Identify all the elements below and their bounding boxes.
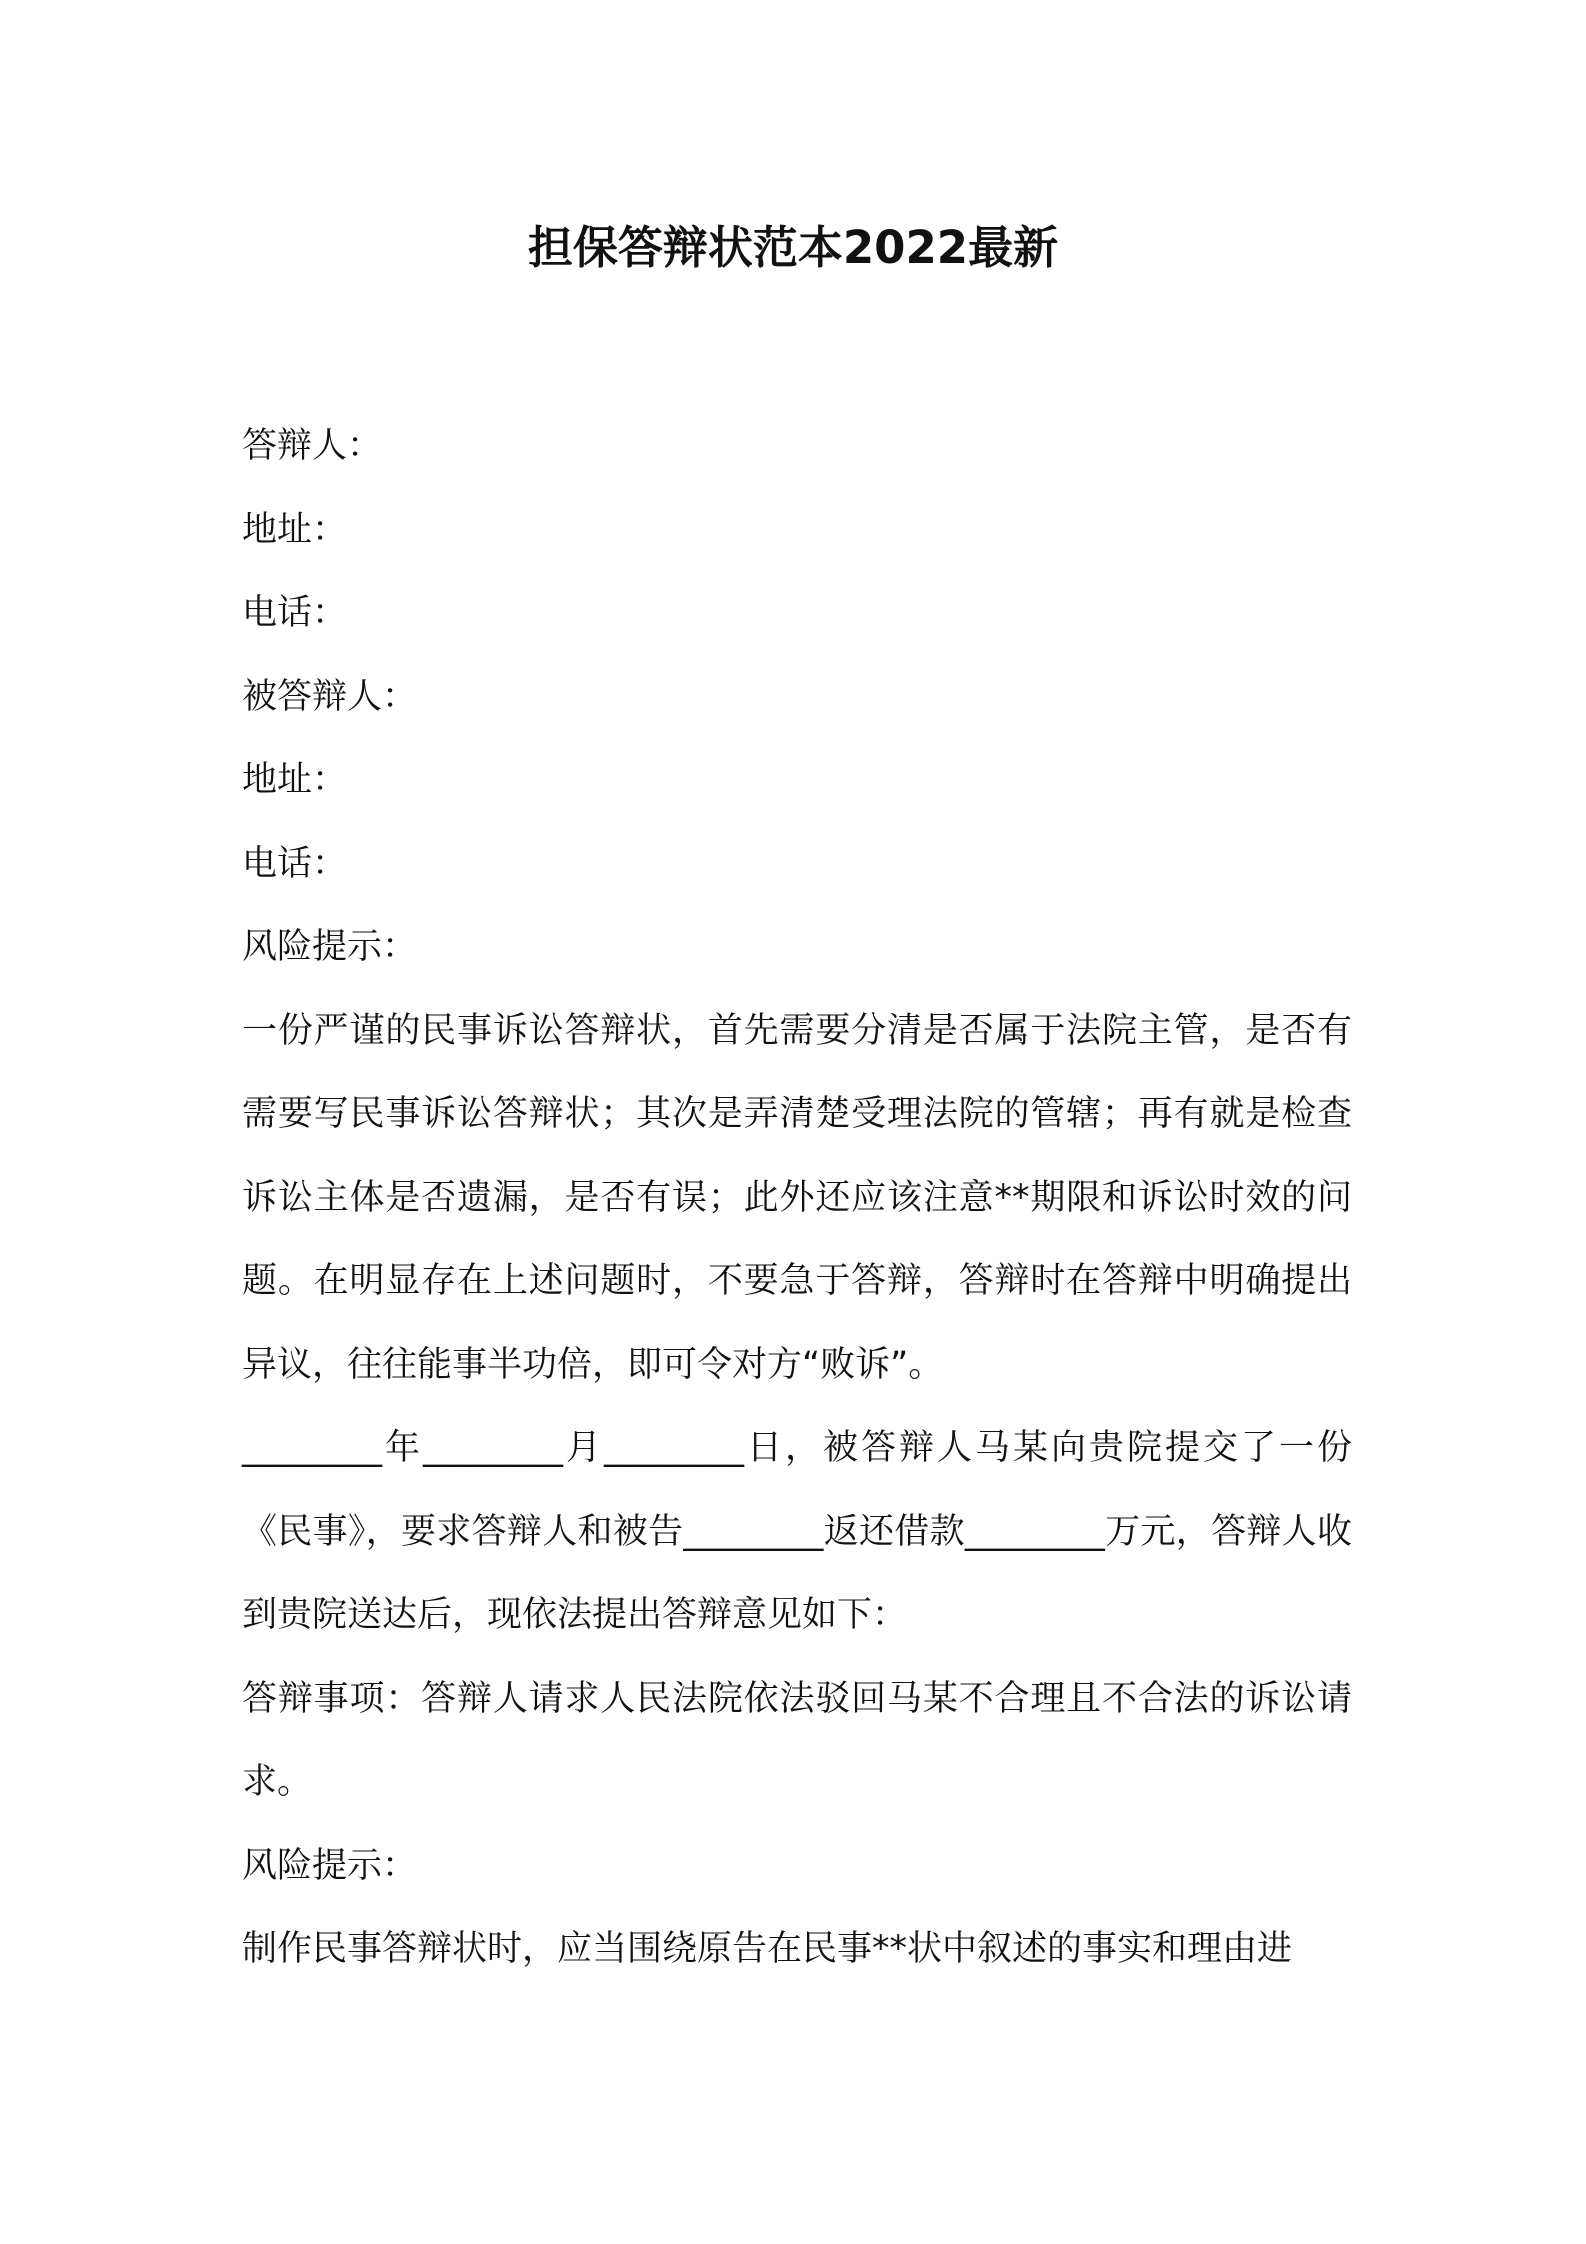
defense-item-paragraph: 答辩事项：答辩人请求人民法院依法驳回马某不合理且不合法的诉讼请求。 [242, 1678, 1352, 1802]
statement-paragraph: ________年________月________日，被答辩人马某向贵院提交了一份《民事》，要求答辩人和被告________返还借款________万元，答辩人收到贵院送达后，现依法提出答辩意见如下： [242, 1428, 1352, 1635]
other-party-field: 被答辩人： [242, 676, 418, 717]
risk-heading-1: 风险提示： [242, 927, 418, 967]
document-title: 担保答辩状范本2022最新 [527, 221, 1059, 274]
respondent-field: 答辩人： [242, 426, 383, 466]
other-party-phone-field: 电话： [242, 843, 348, 884]
risk-paragraph-2: 制作民事答辩状时，应当围绕原告在民事**状中叙述的事实和理由进 [242, 1929, 1293, 1969]
risk-heading-2: 风险提示： [242, 1845, 418, 1886]
document-body [242, 405, 1352, 1992]
respondent-address-field: 地址： [242, 509, 348, 550]
other-party-address-field: 地址： [242, 760, 348, 800]
risk-paragraph-1: 一份严谨的民事诉讼答辩状，首先需要分清是否属于法院主管，是否有需要写民事诉讼答辩状；其次是弄清楚受理法院的管辖；再有就是检查诉讼主体是否遗漏，是否有误；此外还应该注意**期限和诉讼时效的问题。在明显存在上述问题时，不要急于答辩，答辩时在答辩中明确提出异议，往往能事半功倍，即可令对方“败诉”。 [242, 1010, 1352, 1385]
respondent-phone-field: 电话： [242, 593, 348, 633]
